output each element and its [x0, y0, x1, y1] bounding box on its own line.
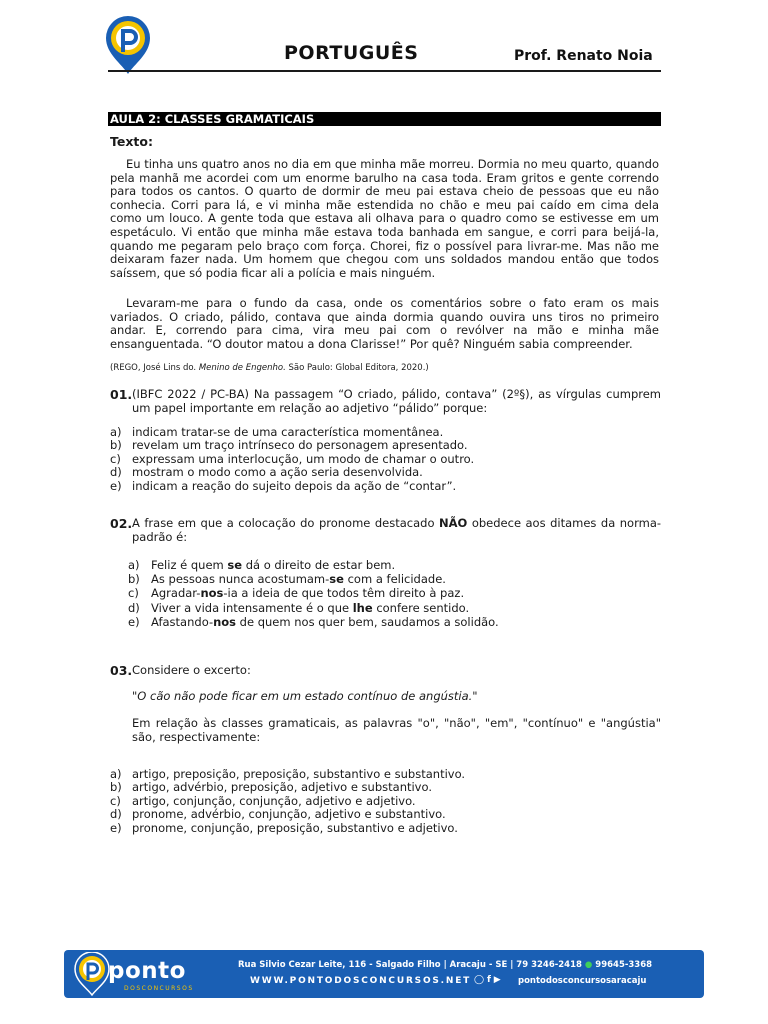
question-1-statement: (IBFC 2022 / PC-BA) Na passagem “O criado, pálido, contava” (2º§), as vírgulas cumprem um papel importante em relação ao adjetivo “pálido” porque: — [132, 387, 661, 415]
q1-option-d[interactable] — [110, 466, 661, 479]
option-text: dá o direito de estar bem. — [242, 558, 396, 572]
option-text: de quem nos quer bem, saudamos a solidão. — [236, 614, 499, 629]
instagram-icon[interactable]: ◯ — [474, 975, 485, 985]
q2-option-b[interactable] — [110, 572, 661, 586]
option-letter: a) — [110, 425, 122, 439]
option-letter: e) — [110, 478, 122, 493]
question-3-statement: Em relação às classes gramaticais, as palavras "o", "não", "em", "contínuo" e "angústia" são, respectivamente: — [132, 716, 661, 744]
address-text: Rua Silvio Cezar Leite, 116 - Salgado Filho | Aracaju - SE | 79 3246-2418 — [238, 960, 582, 970]
option-letter: b) — [128, 572, 140, 587]
q2-option-c[interactable] — [110, 586, 661, 600]
header-divider — [108, 70, 661, 72]
option-pronoun: nos — [200, 586, 224, 601]
option-text: indicam tratar-se de uma característica momentânea. — [132, 425, 444, 439]
option-pronoun: se — [329, 572, 344, 587]
option-letter: d) — [128, 600, 140, 615]
q2-option-d[interactable] — [110, 601, 661, 615]
q2-option-e[interactable] — [110, 615, 661, 629]
option-letter: b) — [110, 780, 122, 795]
option-text: com a felicidade. — [343, 572, 446, 587]
q3-option-b[interactable] — [110, 781, 661, 794]
option-text: artigo, advérbio, preposição, adjetivo e substantivo. — [132, 780, 432, 795]
q1-option-c[interactable] — [110, 453, 661, 466]
option-text: Afastando- — [151, 614, 214, 629]
facebook-icon[interactable]: f — [486, 975, 491, 985]
q3-option-e[interactable] — [110, 822, 661, 835]
option-text: artigo, conjunção, conjunção, adjetivo e adjetivo. — [132, 793, 416, 808]
footer-social-icons — [474, 975, 501, 985]
question-2-number: 02. — [110, 516, 133, 531]
option-letter: d) — [110, 465, 122, 480]
professor-name: Prof. Renato Noia — [514, 48, 653, 64]
text-paragraph-2 — [110, 297, 659, 351]
option-letter: c) — [128, 586, 139, 601]
paragraph-1-text: Eu tinha uns quatro anos no dia em que minha mãe morreu. Dormia no meu quarto, quando pela manhã me acordei com um enorme barulho na casa toda. Eram gritos e gente correndo para todos os cantos. O quarto de dormir de meu pai estava cheio de pessoas que eu não conhecia. Corri para lá, e vi minha mãe estendida no chão e meu pai caído em cima dela como um louco. A gente toda que estava ali olhava para o quadro como se estivesse em um espetáculo. Vi então que minha mãe estava toda banhada em sangue, e corri para beijá-la, quando me pegaram pelo braço com força. Chorei, fiz o possível para livrar-me. Mas não me deixaram fazer nada. Um homem que chegou com uns soldados mandou então que todos saíssem, que só podia ficar ali a polícia e mais ninguém. — [110, 157, 659, 280]
question-1-options — [110, 426, 661, 493]
paragraph-2-text: Levaram-me para o fundo da casa, onde os comentários sobre o fato eram os mais variados. O criado, pálido, contava que ainda dormia quando ouvira uns tiros no primeiro andar. E, correndo para cima, vira meu pai com o revólver na mão e minha mãe ensanguentada. “O doutor matou a dona Clarisse!” Por quê? Ninguém sabia compreender. — [110, 296, 659, 351]
option-letter: a) — [110, 767, 122, 781]
option-text: -ia a ideia de que todos têm direito à paz. — [223, 586, 465, 601]
option-letter: c) — [110, 793, 121, 808]
option-text: indicam a reação do sujeito depois da ação de “contar”. — [132, 478, 457, 493]
question-1 — [110, 388, 661, 416]
question-3-number: 03. — [110, 663, 133, 678]
footer-brand: ponto — [108, 958, 186, 984]
lesson-title: AULA 2: CLASSES GRAMATICAIS — [108, 112, 661, 126]
option-letter: e) — [128, 614, 140, 629]
option-text: revelam um traço intrínseco do personagem apresentado. — [132, 438, 468, 453]
question-3-intro: Considere o excerto: — [132, 663, 251, 677]
option-text: expressam uma interlocução, um modo de chamar o outro. — [132, 451, 475, 466]
ponto-logo-pin-icon — [100, 14, 156, 76]
statement-emphasis: NÃO — [439, 516, 468, 530]
reference-book: Menino de Engenho. — [198, 363, 286, 373]
footer-address — [238, 960, 652, 970]
option-text: pronome, conjunção, preposição, substantivo e adjetivo. — [132, 820, 458, 835]
source-reference — [110, 363, 429, 373]
question-2-options — [110, 558, 661, 629]
question-3 — [110, 664, 661, 680]
option-letter: d) — [110, 807, 122, 822]
option-text: pronome, advérbio, conjunção, adjetivo e substantivo. — [132, 807, 446, 822]
whatsapp-icon: ● — [584, 960, 593, 970]
youtube-icon[interactable]: ▶ — [493, 975, 501, 985]
phone-text: 99645-3368 — [595, 960, 653, 970]
q1-option-e[interactable] — [110, 480, 661, 493]
reference-publisher: São Paulo: Global Editora, 2020.) — [285, 363, 429, 373]
texto-label: Texto: — [110, 134, 153, 149]
question-2 — [110, 517, 661, 545]
footer-website[interactable]: WWW.PONTODOSCONCURSOS.NET — [250, 976, 472, 986]
q3-option-d[interactable] — [110, 808, 661, 821]
option-pronoun: se — [227, 558, 243, 572]
option-text: Agradar- — [151, 586, 201, 601]
statement-text: obedece aos ditames da norma-padrão é: — [132, 516, 662, 544]
option-letter: a) — [128, 558, 140, 572]
option-pronoun: lhe — [352, 600, 373, 615]
question-3-options — [110, 768, 661, 835]
q3-option-a[interactable] — [110, 768, 661, 781]
q1-option-b[interactable] — [110, 439, 661, 452]
option-pronoun: nos — [213, 614, 237, 629]
option-letter: e) — [110, 820, 122, 835]
option-letter: c) — [110, 451, 121, 466]
q3-option-c[interactable] — [110, 795, 661, 808]
q2-option-a[interactable] — [110, 558, 661, 572]
option-text: As pessoas nunca acostumam- — [151, 572, 330, 587]
option-text: Feliz é quem — [151, 558, 228, 572]
subject-title: PORTUGUÊS — [284, 42, 419, 64]
option-text: artigo, preposição, preposição, substantivo e substantivo. — [132, 767, 466, 781]
footer-instagram-handle[interactable]: pontodosconcursosaracaju — [518, 976, 647, 986]
option-text: Viver a vida intensamente é o que — [151, 600, 353, 615]
question-3-quote: "O cão não pode ficar em um estado contínuo de angústia." — [132, 689, 478, 703]
question-2-statement — [132, 517, 661, 544]
footer-brand-sub: DOSCONCURSOS — [124, 985, 194, 992]
reference-author: (REGO, José Lins do. — [110, 363, 199, 373]
text-paragraph-1 — [110, 158, 659, 280]
question-1-number: 01. — [110, 387, 133, 402]
option-letter: b) — [110, 438, 122, 453]
option-text: mostram o modo como a ação seria desenvolvida. — [132, 465, 423, 480]
statement-text: A frase em que a colocação do pronome destacado — [132, 516, 440, 530]
option-text: confere sentido. — [372, 600, 470, 615]
q1-option-a[interactable] — [110, 426, 661, 439]
